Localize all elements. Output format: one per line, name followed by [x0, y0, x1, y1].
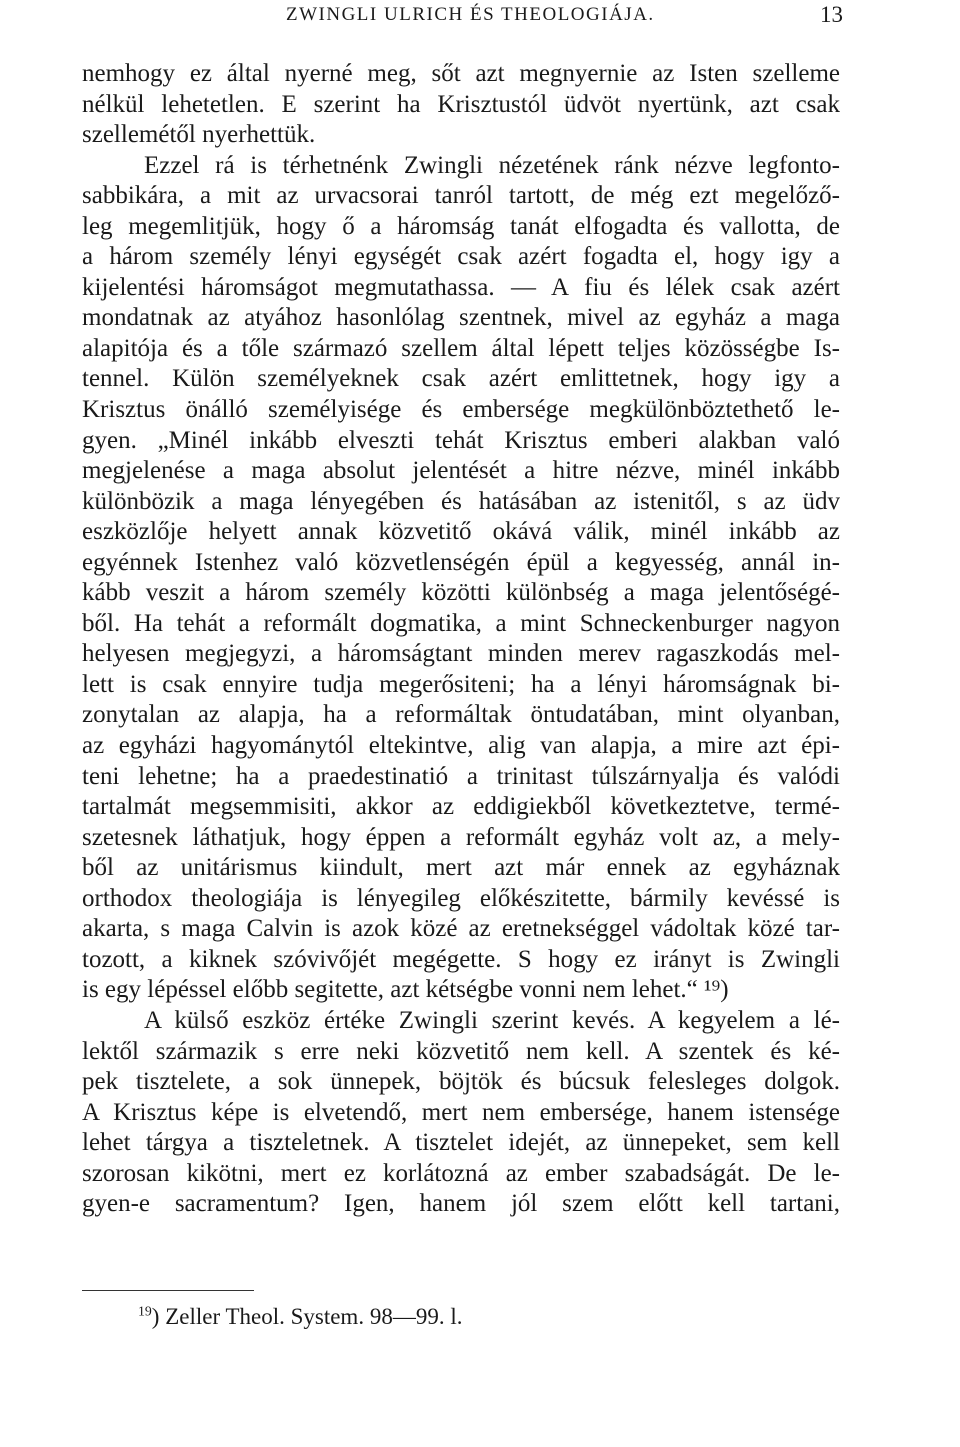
page-header: [0, 4, 960, 30]
footnote-marker: 19: [138, 1303, 152, 1319]
text-line: megjelenése a maga absolut jelentését a hitre nézve, minél inkább: [82, 457, 840, 485]
text-line: helyesen megjegyzi, a háromságtant minden merev ragaszkodás mel-: [82, 640, 840, 668]
text-line: tennel. Külön személyeknek csak azért emlittetnek, hogy igy a: [82, 365, 840, 393]
text-line: kijelentési háromságot megmutathassa. — A fiu és lélek csak azért: [82, 273, 840, 301]
text-line: gyen. „Minél inkább elveszti tehát Krisztus emberi alakban való: [82, 426, 840, 454]
footnote-divider: [82, 1290, 254, 1291]
text-line: zonytalan az alapja, ha a reformáltak öntudatában, mint olyanban,: [82, 701, 840, 729]
text-line: eszközlője helyett annak közvetitő okává válik, minél inkább az: [82, 518, 840, 546]
text-line: az egyházi hagyománytól eltekintve, alig van alapja, a mire azt épi-: [82, 732, 840, 760]
text-line: nemhogy ez által nyerné meg, sőt azt megnyernie az Isten szelleme: [82, 60, 840, 87]
footnote: [138, 1304, 462, 1330]
text-line: Ezzel rá is térhetnénk Zwingli nézetének ránk nézve legfonto-: [144, 151, 840, 179]
page-number: 13: [820, 2, 843, 27]
text-line: nélkül lehetetlen. E szerint ha Krisztustól üdvöt nyertünk, azt csak: [82, 90, 840, 118]
text-line: különbözik a maga lényegében és hatásában az istenitől, s az üdv: [82, 487, 840, 515]
text-line: is egy lépéssel előbb segitette, azt kétségbe vonni nem lehet.“ ¹⁹): [82, 976, 729, 1004]
text-line: ből az unitárismus kiindult, mert azt már ennek az egyháznak: [82, 854, 840, 882]
text-line: akarta, s maga Calvin is azok közé az eretnekséggel vádoltak közé tar-: [82, 915, 840, 943]
body-text: [82, 59, 840, 1220]
text-line: kább veszit a három személy közötti különbség a maga jelentőségé-: [82, 579, 840, 607]
text-line: tartalmát megsemmisiti, akkor az eddigiekből következtetve, termé-: [82, 793, 840, 821]
text-line: lett is csak ennyire tudja megerősiteni; ha a lényi háromságnak bi-: [82, 670, 840, 698]
text-line: szorosan kikötni, mert ez korlátozná az ember szabadságát. De le-: [82, 1159, 840, 1187]
text-line: gyen-e sacramentum? Igen, hanem jól szem előtt kell tartani,: [82, 1190, 840, 1218]
text-line: mondatnak az atyához hasonlólag szentnek, mivel az egyház a maga: [82, 304, 840, 332]
text-line: orthodox theologiája is lényegileg előkészitette, bármily kevéssé is: [82, 884, 840, 912]
text-line: Krisztus önálló személyisége és embersége megkülönböztethető le-: [82, 396, 840, 424]
text-line: A külső eszköz értéke Zwingli szerint kevés. A kegyelem a lé-: [144, 1006, 840, 1034]
text-line: a három személy lényi egységét csak azért fogadta el, hogy igy a: [82, 243, 840, 271]
text-line: lehet tárgya a tiszteletnek. A tisztelet idejét, az ünnepeket, sem kell: [82, 1129, 840, 1157]
text-line: pek tisztelete, a sok ünnepek, böjtök és búcsuk felesleges dolgok.: [82, 1068, 840, 1096]
text-line: szetesnek láthatjuk, hogy éppen a reformált egyház volt az, a mely-: [82, 823, 840, 851]
text-line: ből. Ha tehát a reformált dogmatika, a mint Schneckenburger nagyon: [82, 609, 840, 637]
running-head: ZWINGLI ULRICH ÉS THEOLOGIÁJA.: [286, 4, 655, 25]
text-line: szellemétől nyerhettük.: [82, 121, 316, 149]
text-line: leg megemlitjük, hogy ő a háromság tanát elfogadta és vallotta, de: [82, 212, 840, 240]
text-line: lektől származik s erre neki közvetitő nem kell. A szentek és ké-: [82, 1037, 840, 1065]
text-line: tozott, a kiknek szóvivőjét megégette. S hogy ez irányt is Zwingli: [82, 945, 840, 973]
text-line: sabbikára, a mit az urvacsorai tanról tartott, de még ezt megelőző-: [82, 182, 840, 210]
text-line: teni lehetne; ha a praedestinatió a trinitast túlszárnyalja és valódi: [82, 762, 840, 790]
text-line: A Krisztus képe is elvetendő, mert nem embersége, hanem istensége: [82, 1098, 840, 1126]
text-line: alapitója és a tőle származó szellem által lépett teljes közösségbe Is-: [82, 334, 840, 362]
text-line: egyénnek Istenhez való közvetlenségén épül a kegyesség, annál in-: [82, 548, 840, 576]
footnote-text: ) Zeller Theol. System. 98—99. l.: [151, 1304, 463, 1329]
